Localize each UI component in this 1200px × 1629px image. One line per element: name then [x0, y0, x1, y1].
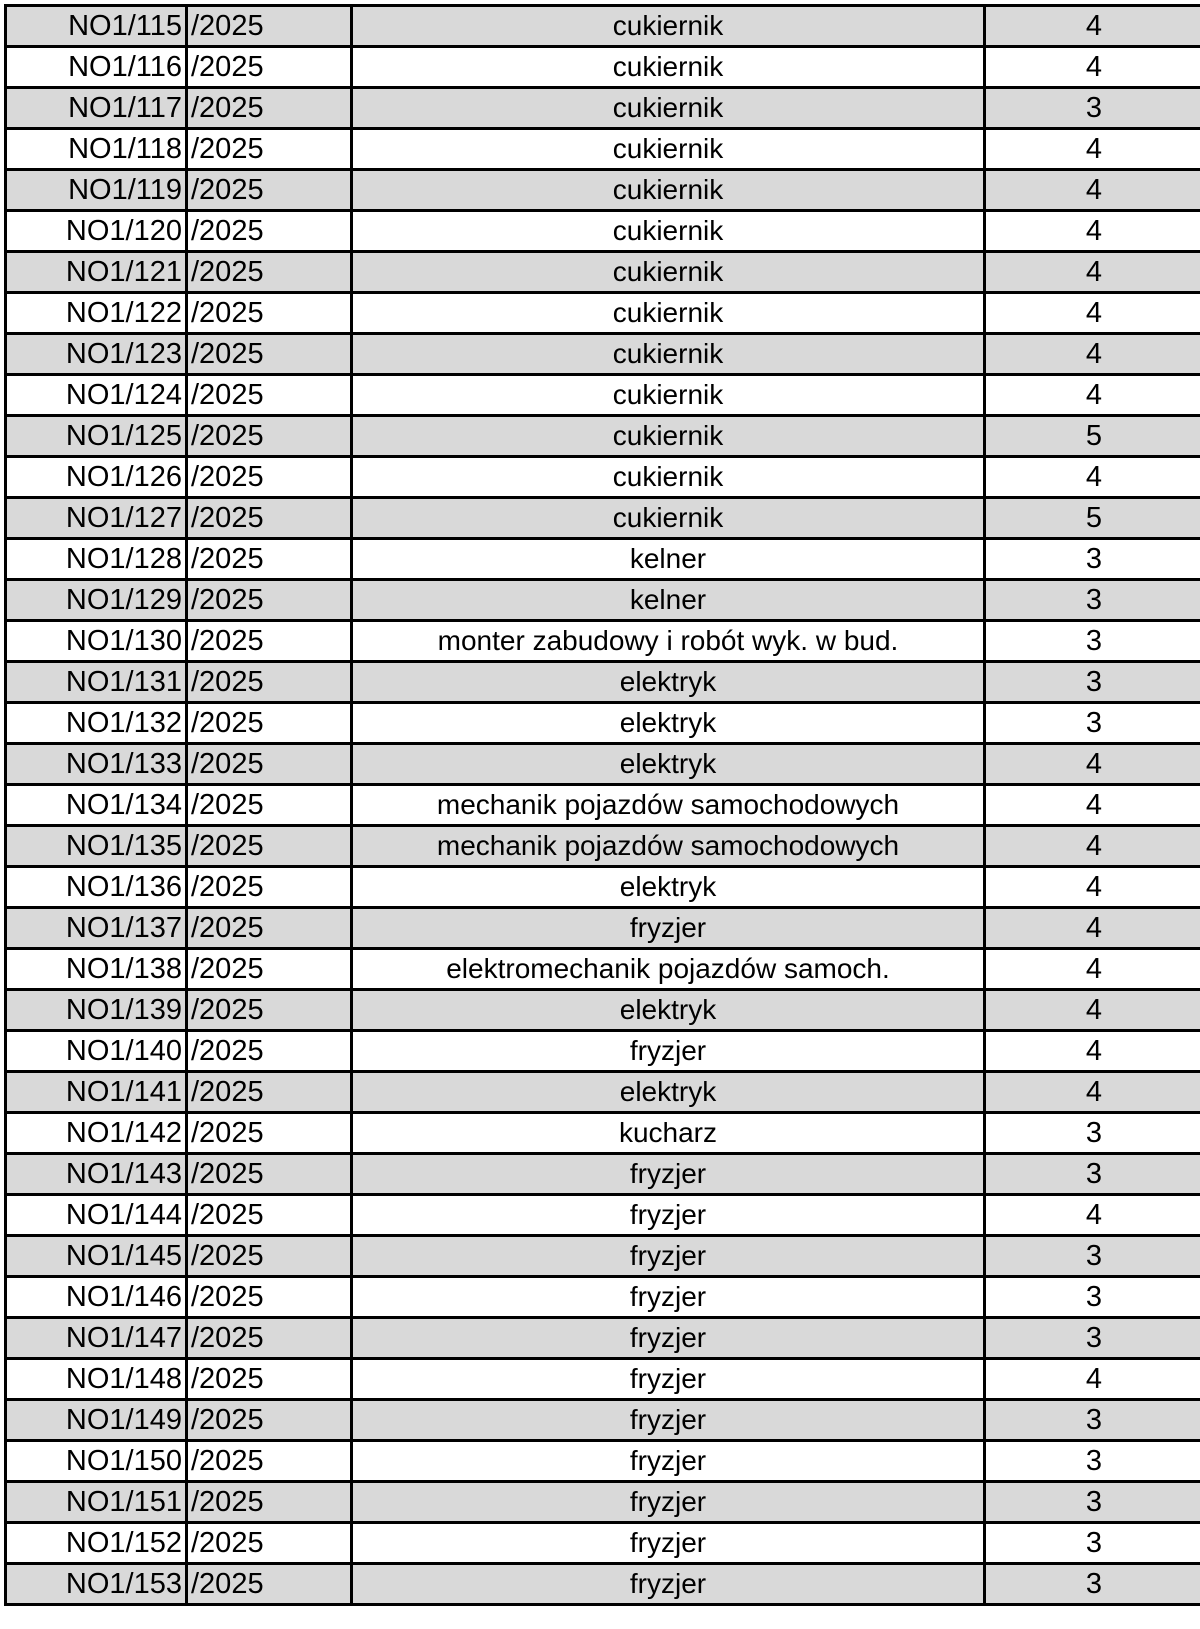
certificate-number-cell: NO1/119 [6, 170, 187, 211]
certificate-table-body [6, 6, 1200, 1605]
table-row [6, 826, 1200, 867]
grade-cell: 4 [985, 375, 1200, 416]
table-row [6, 662, 1200, 703]
certificate-number-cell: NO1/139 [6, 990, 187, 1031]
table-row [6, 785, 1200, 826]
certificate-year-cell: /2025 [187, 1359, 352, 1400]
certificate-number-cell: NO1/126 [6, 457, 187, 498]
profession-cell: elektromechanik pojazdów samoch. [352, 949, 985, 990]
profession-cell: fryzjer [352, 908, 985, 949]
grade-cell: 4 [985, 47, 1200, 88]
table-row [6, 1318, 1200, 1359]
table-row [6, 129, 1200, 170]
table-row [6, 47, 1200, 88]
table-row [6, 1359, 1200, 1400]
table-row [6, 334, 1200, 375]
profession-cell: cukiernik [352, 293, 985, 334]
certificate-number-cell: NO1/138 [6, 949, 187, 990]
grade-cell: 3 [985, 1113, 1200, 1154]
profession-cell: elektryk [352, 744, 985, 785]
certificate-year-cell: /2025 [187, 334, 352, 375]
certificate-year-cell: /2025 [187, 375, 352, 416]
table-row [6, 1113, 1200, 1154]
table-row [6, 1195, 1200, 1236]
grade-cell: 4 [985, 334, 1200, 375]
certificate-number-cell: NO1/146 [6, 1277, 187, 1318]
certificate-number-cell: NO1/122 [6, 293, 187, 334]
certificate-number-cell: NO1/153 [6, 1564, 187, 1605]
certificate-number-cell: NO1/129 [6, 580, 187, 621]
profession-cell: fryzjer [352, 1318, 985, 1359]
certificate-year-cell: /2025 [187, 1195, 352, 1236]
grade-cell: 4 [985, 867, 1200, 908]
profession-cell: cukiernik [352, 88, 985, 129]
grade-cell: 3 [985, 662, 1200, 703]
certificate-year-cell: /2025 [187, 211, 352, 252]
profession-cell: fryzjer [352, 1359, 985, 1400]
certificate-number-cell: NO1/117 [6, 88, 187, 129]
certificate-number-cell: NO1/132 [6, 703, 187, 744]
certificate-year-cell: /2025 [187, 703, 352, 744]
grade-cell: 4 [985, 293, 1200, 334]
table-row [6, 457, 1200, 498]
grade-cell: 3 [985, 1564, 1200, 1605]
certificate-number-cell: NO1/127 [6, 498, 187, 539]
table-row [6, 211, 1200, 252]
profession-cell: elektryk [352, 990, 985, 1031]
profession-cell: elektryk [352, 1072, 985, 1113]
profession-cell: cukiernik [352, 6, 985, 47]
profession-cell: cukiernik [352, 334, 985, 375]
grade-cell: 4 [985, 990, 1200, 1031]
profession-cell: kelner [352, 580, 985, 621]
table-row [6, 375, 1200, 416]
certificate-year-cell: /2025 [187, 1441, 352, 1482]
grade-cell: 4 [985, 785, 1200, 826]
grade-cell: 4 [985, 211, 1200, 252]
table-row [6, 6, 1200, 47]
certificate-number-cell: NO1/144 [6, 1195, 187, 1236]
table-row [6, 539, 1200, 580]
profession-cell: elektryk [352, 867, 985, 908]
certificate-year-cell: /2025 [187, 1236, 352, 1277]
grade-cell: 4 [985, 6, 1200, 47]
profession-cell: kelner [352, 539, 985, 580]
certificate-year-cell: /2025 [187, 621, 352, 662]
certificate-number-cell: NO1/123 [6, 334, 187, 375]
certificate-number-cell: NO1/136 [6, 867, 187, 908]
certificate-year-cell: /2025 [187, 416, 352, 457]
profession-cell: cukiernik [352, 129, 985, 170]
certificate-year-cell: /2025 [187, 1400, 352, 1441]
table-row [6, 170, 1200, 211]
table-row [6, 1072, 1200, 1113]
profession-cell: cukiernik [352, 252, 985, 293]
profession-cell: cukiernik [352, 375, 985, 416]
table-row [6, 1400, 1200, 1441]
table-row [6, 498, 1200, 539]
certificate-number-cell: NO1/134 [6, 785, 187, 826]
certificate-number-cell: NO1/131 [6, 662, 187, 703]
table-row [6, 908, 1200, 949]
grade-cell: 4 [985, 908, 1200, 949]
profession-cell: fryzjer [352, 1031, 985, 1072]
certificate-year-cell: /2025 [187, 1072, 352, 1113]
grade-cell: 3 [985, 1523, 1200, 1564]
profession-cell: elektryk [352, 662, 985, 703]
table-row [6, 744, 1200, 785]
certificate-year-cell: /2025 [187, 252, 352, 293]
certificate-year-cell: /2025 [187, 539, 352, 580]
table-row [6, 1277, 1200, 1318]
certificate-number-cell: NO1/130 [6, 621, 187, 662]
table-row [6, 1236, 1200, 1277]
certificate-number-cell: NO1/151 [6, 1482, 187, 1523]
grade-cell: 4 [985, 129, 1200, 170]
profession-cell: fryzjer [352, 1400, 985, 1441]
grade-cell: 3 [985, 1154, 1200, 1195]
certificate-year-cell: /2025 [187, 744, 352, 785]
certificate-year-cell: /2025 [187, 1523, 352, 1564]
profession-cell: fryzjer [352, 1441, 985, 1482]
profession-cell: fryzjer [352, 1277, 985, 1318]
table-row [6, 1154, 1200, 1195]
certificate-year-cell: /2025 [187, 949, 352, 990]
profession-cell: fryzjer [352, 1195, 985, 1236]
certificate-year-cell: /2025 [187, 1564, 352, 1605]
certificate-number-cell: NO1/137 [6, 908, 187, 949]
grade-cell: 4 [985, 1031, 1200, 1072]
certificate-number-cell: NO1/125 [6, 416, 187, 457]
profession-cell: cukiernik [352, 498, 985, 539]
profession-cell: cukiernik [352, 170, 985, 211]
profession-cell: kucharz [352, 1113, 985, 1154]
table-row [6, 88, 1200, 129]
table-row [6, 1523, 1200, 1564]
grade-cell: 3 [985, 1236, 1200, 1277]
certificate-number-cell: NO1/128 [6, 539, 187, 580]
grade-cell: 5 [985, 498, 1200, 539]
certificate-number-cell: NO1/140 [6, 1031, 187, 1072]
certificate-year-cell: /2025 [187, 88, 352, 129]
certificate-year-cell: /2025 [187, 1031, 352, 1072]
certificate-year-cell: /2025 [187, 6, 352, 47]
certificate-year-cell: /2025 [187, 908, 352, 949]
certificate-year-cell: /2025 [187, 1482, 352, 1523]
certificate-number-cell: NO1/145 [6, 1236, 187, 1277]
grade-cell: 4 [985, 252, 1200, 293]
certificate-year-cell: /2025 [187, 293, 352, 334]
profession-cell: cukiernik [352, 457, 985, 498]
grade-cell: 4 [985, 826, 1200, 867]
profession-cell: cukiernik [352, 47, 985, 88]
certificate-number-cell: NO1/147 [6, 1318, 187, 1359]
profession-cell: cukiernik [352, 211, 985, 252]
table-row [6, 416, 1200, 457]
grade-cell: 4 [985, 949, 1200, 990]
table-row [6, 252, 1200, 293]
certificate-year-cell: /2025 [187, 47, 352, 88]
grade-cell: 4 [985, 744, 1200, 785]
certificate-year-cell: /2025 [187, 1318, 352, 1359]
profession-cell: fryzjer [352, 1523, 985, 1564]
grade-cell: 3 [985, 703, 1200, 744]
certificate-number-cell: NO1/150 [6, 1441, 187, 1482]
certificate-number-cell: NO1/120 [6, 211, 187, 252]
table-row [6, 1031, 1200, 1072]
table-row [6, 867, 1200, 908]
certificate-number-cell: NO1/133 [6, 744, 187, 785]
certificate-number-cell: NO1/121 [6, 252, 187, 293]
table-row [6, 1482, 1200, 1523]
table-row [6, 580, 1200, 621]
certificate-number-cell: NO1/148 [6, 1359, 187, 1400]
certificate-year-cell: /2025 [187, 1277, 352, 1318]
certificate-number-cell: NO1/152 [6, 1523, 187, 1564]
certificate-year-cell: /2025 [187, 1154, 352, 1195]
profession-cell: fryzjer [352, 1482, 985, 1523]
certificate-year-cell: /2025 [187, 457, 352, 498]
certificate-year-cell: /2025 [187, 785, 352, 826]
grade-cell: 4 [985, 1195, 1200, 1236]
certificate-number-cell: NO1/116 [6, 47, 187, 88]
grade-cell: 4 [985, 1072, 1200, 1113]
profession-cell: fryzjer [352, 1236, 985, 1277]
certificate-year-cell: /2025 [187, 1113, 352, 1154]
certificate-year-cell: /2025 [187, 826, 352, 867]
certificate-table [4, 4, 1200, 1606]
grade-cell: 3 [985, 88, 1200, 129]
grade-cell: 3 [985, 1400, 1200, 1441]
grade-cell: 5 [985, 416, 1200, 457]
certificate-number-cell: NO1/115 [6, 6, 187, 47]
profession-cell: mechanik pojazdów samochodowych [352, 826, 985, 867]
table-row [6, 621, 1200, 662]
table-row [6, 1441, 1200, 1482]
certificate-year-cell: /2025 [187, 170, 352, 211]
grade-cell: 3 [985, 539, 1200, 580]
certificate-number-cell: NO1/141 [6, 1072, 187, 1113]
table-row [6, 703, 1200, 744]
certificate-year-cell: /2025 [187, 498, 352, 539]
table-row [6, 293, 1200, 334]
profession-cell: mechanik pojazdów samochodowych [352, 785, 985, 826]
profession-cell: monter zabudowy i robót wyk. w bud. [352, 621, 985, 662]
certificate-number-cell: NO1/124 [6, 375, 187, 416]
table-row [6, 949, 1200, 990]
grade-cell: 3 [985, 1318, 1200, 1359]
certificate-year-cell: /2025 [187, 867, 352, 908]
profession-cell: fryzjer [352, 1564, 985, 1605]
table-row [6, 990, 1200, 1031]
grade-cell: 3 [985, 621, 1200, 662]
profession-cell: fryzjer [352, 1154, 985, 1195]
profession-cell: cukiernik [352, 416, 985, 457]
table-row [6, 1564, 1200, 1605]
grade-cell: 4 [985, 170, 1200, 211]
certificate-year-cell: /2025 [187, 990, 352, 1031]
certificate-number-cell: NO1/142 [6, 1113, 187, 1154]
certificate-year-cell: /2025 [187, 662, 352, 703]
certificate-year-cell: /2025 [187, 580, 352, 621]
certificate-number-cell: NO1/135 [6, 826, 187, 867]
grade-cell: 4 [985, 457, 1200, 498]
certificate-year-cell: /2025 [187, 129, 352, 170]
grade-cell: 3 [985, 1482, 1200, 1523]
grade-cell: 3 [985, 1277, 1200, 1318]
grade-cell: 3 [985, 580, 1200, 621]
certificate-number-cell: NO1/143 [6, 1154, 187, 1195]
certificate-number-cell: NO1/118 [6, 129, 187, 170]
profession-cell: elektryk [352, 703, 985, 744]
grade-cell: 3 [985, 1441, 1200, 1482]
certificate-number-cell: NO1/149 [6, 1400, 187, 1441]
grade-cell: 4 [985, 1359, 1200, 1400]
